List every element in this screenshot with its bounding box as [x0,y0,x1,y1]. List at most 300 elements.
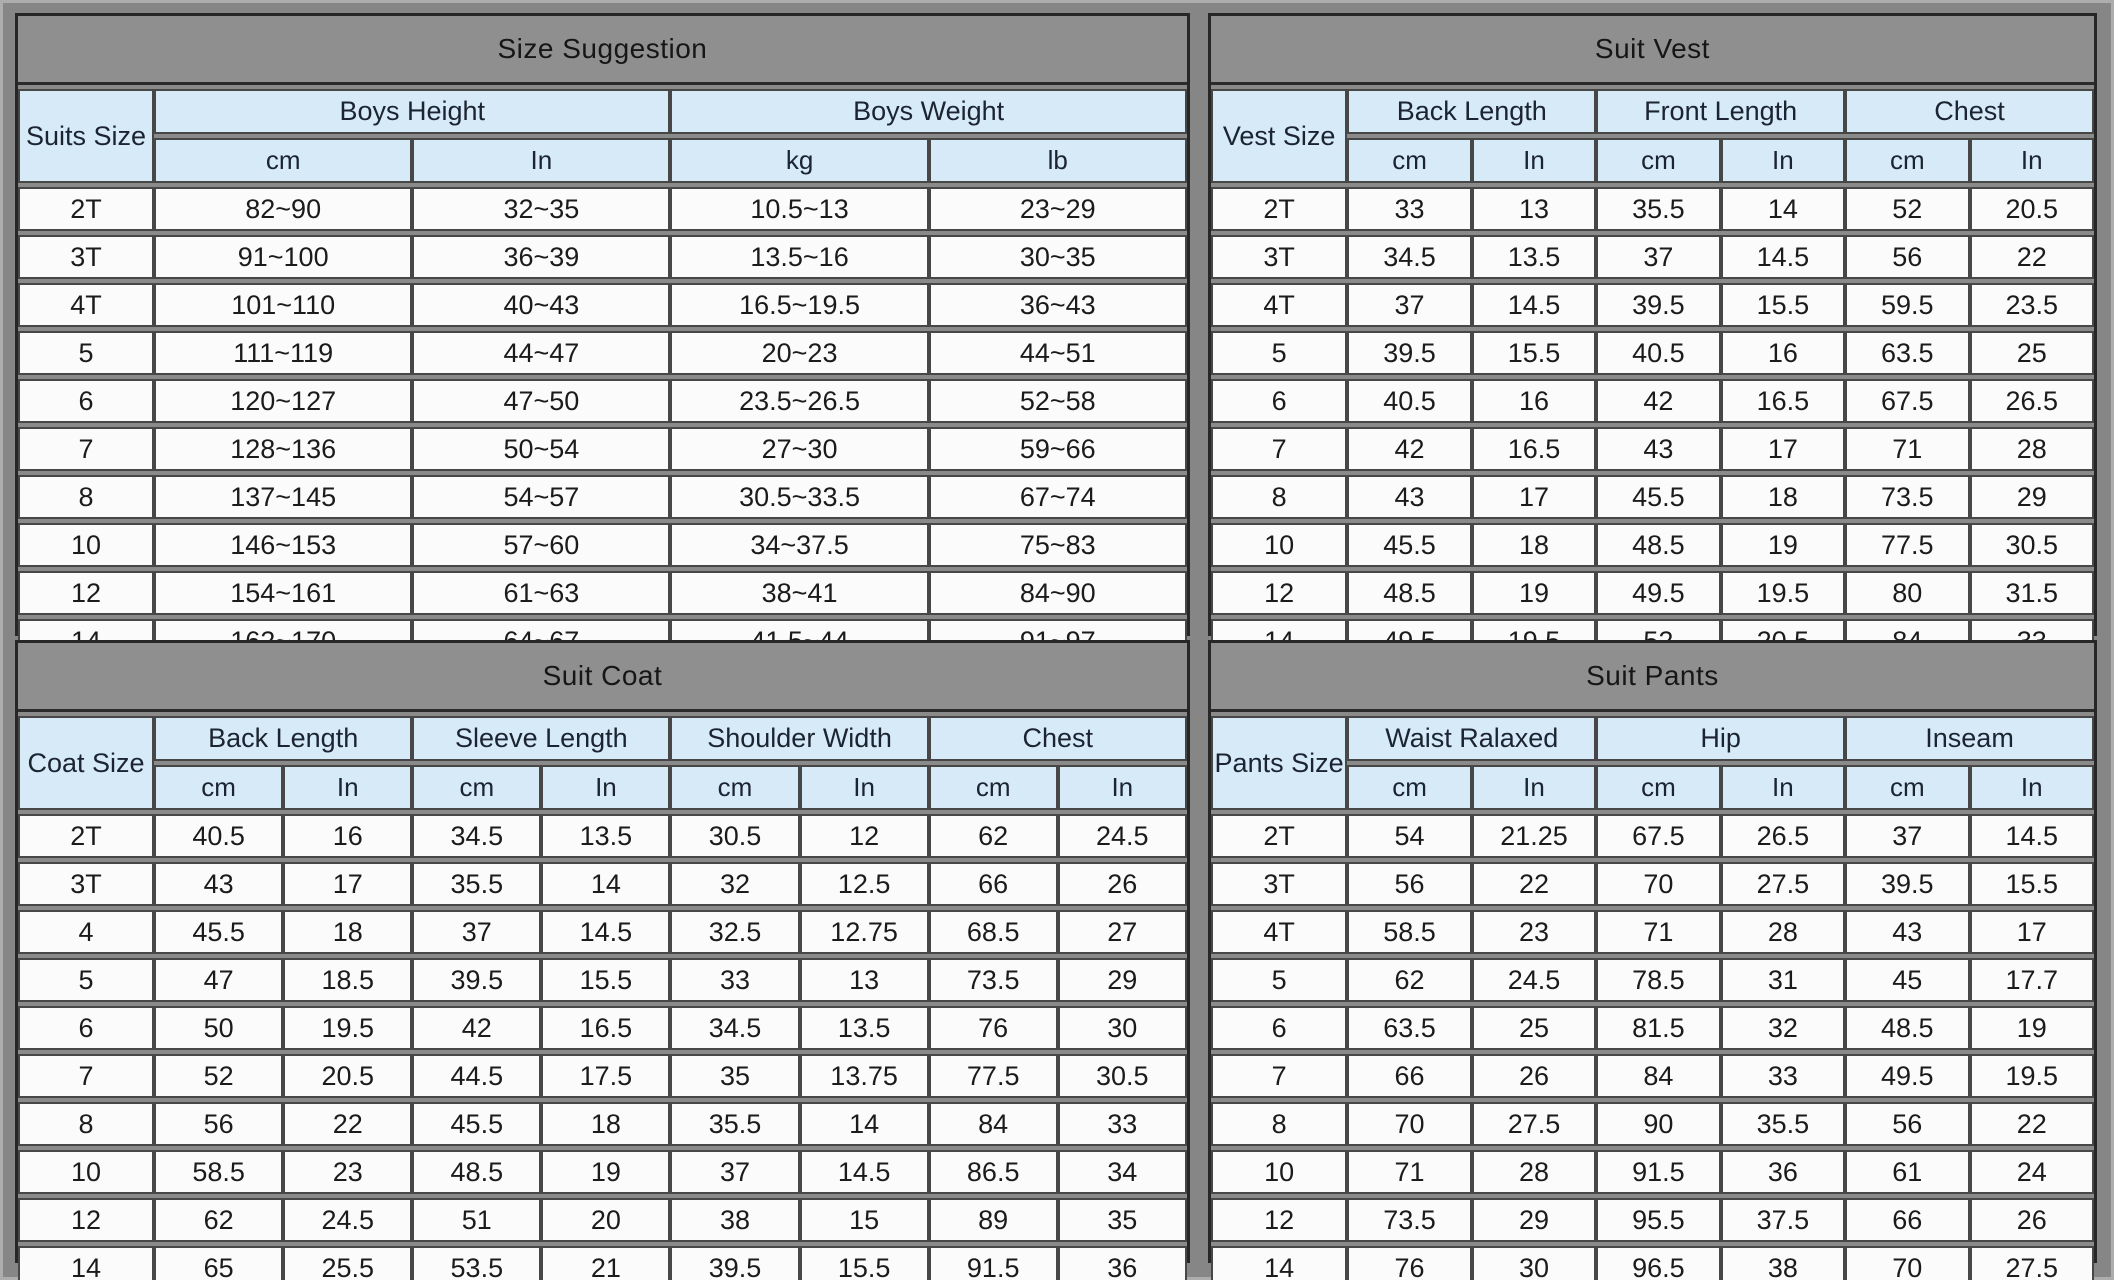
unit-header: cm [1845,765,1969,810]
value-cell: 89 [929,1198,1058,1242]
unit-header: cm [154,765,283,810]
value-cell: 39.5 [1845,862,1969,906]
value-cell: 15.5 [541,958,670,1002]
value-cell: 30.5 [670,814,799,858]
unit-header: In [283,765,412,810]
value-cell: 26 [1058,862,1187,906]
value-cell: 17.5 [541,1054,670,1098]
value-cell: 62 [154,1198,283,1242]
value-cell: 43 [154,862,283,906]
group-header: Boys Weight [670,89,1186,134]
value-cell: 40~43 [412,283,670,327]
group-header: Back Length [1347,89,1596,134]
value-cell: 18 [1721,475,1845,519]
table-row [1211,235,2094,279]
size-cell: 14 [1211,1246,1347,1280]
value-cell: 34.5 [1347,235,1471,279]
table-row [18,331,1187,375]
value-cell: 35.5 [1596,187,1720,231]
value-cell: 56 [1845,235,1969,279]
value-cell: 45.5 [1596,475,1720,519]
size-cell: 6 [18,1006,154,1050]
table-row [18,1054,1187,1098]
value-cell: 24.5 [1058,814,1187,858]
value-cell: 14.5 [800,1150,929,1194]
size-cell: 12 [18,571,154,615]
value-cell: 32~35 [412,187,670,231]
value-cell: 13.5 [1472,235,1596,279]
value-cell: 73.5 [1347,1198,1471,1242]
value-cell: 14.5 [1472,283,1596,327]
value-cell: 10.5~13 [670,187,928,231]
unit-header: cm [412,765,541,810]
table-row [18,475,1187,519]
suit-coat-table [18,712,1187,1280]
size-cell: 6 [1211,379,1347,423]
value-cell: 63.5 [1347,1006,1471,1050]
value-cell: 52~58 [929,379,1187,423]
value-cell: 26 [1472,1054,1596,1098]
value-cell: 42 [412,1006,541,1050]
value-cell: 63.5 [1845,331,1969,375]
value-cell: 84~90 [929,571,1187,615]
value-cell: 20 [541,1198,670,1242]
value-cell: 44~51 [929,331,1187,375]
value-cell: 14.5 [1970,814,2094,858]
table-row [18,379,1187,423]
value-cell: 45 [1845,958,1969,1002]
value-cell: 61 [1845,1150,1969,1194]
value-cell: 42 [1596,379,1720,423]
value-cell: 62 [929,814,1058,858]
value-cell: 16 [283,814,412,858]
value-cell: 19.5 [1970,1054,2094,1098]
table-title-suit-vest: Suit Vest [1211,16,2094,85]
value-cell: 42 [1347,427,1471,471]
size-cell: 4 [18,910,154,954]
value-cell: 36 [1058,1246,1187,1280]
size-cell: 2T [1211,187,1347,231]
value-cell: 58.5 [154,1150,283,1194]
value-cell: 54~57 [412,475,670,519]
suit-vest-table [1211,85,2094,667]
unit-header: In [1721,138,1845,183]
unit-header: cm [670,765,799,810]
value-cell: 35.5 [1721,1102,1845,1146]
value-cell: 43 [1347,475,1471,519]
value-cell: 36~39 [412,235,670,279]
table-row [18,571,1187,615]
value-cell: 27.5 [1970,1246,2094,1280]
value-cell: 146~153 [154,523,412,567]
table-row [1211,427,2094,471]
table-row [1211,862,2094,906]
size-cell: 4T [18,283,154,327]
value-cell: 70 [1596,862,1720,906]
unit-header: cm [1596,138,1720,183]
value-cell: 48.5 [1596,523,1720,567]
value-cell: 16 [1721,331,1845,375]
value-cell: 39.5 [1596,283,1720,327]
value-cell: 50~54 [412,427,670,471]
value-cell: 78.5 [1596,958,1720,1002]
value-cell: 70 [1347,1102,1471,1146]
table-row [1211,1198,2094,1242]
value-cell: 56 [154,1102,283,1146]
value-cell: 43 [1596,427,1720,471]
size-cell: 4T [1211,283,1347,327]
value-cell: 24.5 [1472,958,1596,1002]
value-cell: 84 [1596,1054,1720,1098]
table-row [1211,1246,2094,1280]
value-cell: 36~43 [929,283,1187,327]
value-cell: 36 [1721,1150,1845,1194]
size-cell: 8 [1211,1102,1347,1146]
value-cell: 22 [283,1102,412,1146]
unit-header: In [412,138,670,183]
unit-header: cm [929,765,1058,810]
value-cell: 67.5 [1596,814,1720,858]
value-cell: 26.5 [1721,814,1845,858]
value-cell: 30~35 [929,235,1187,279]
size-cell: 8 [18,475,154,519]
value-cell: 82~90 [154,187,412,231]
table-title-size-suggestion: Size Suggestion [18,16,1187,85]
value-cell: 28 [1721,910,1845,954]
value-cell: 15.5 [1970,862,2094,906]
value-cell: 71 [1845,427,1969,471]
unit-header: In [1970,138,2094,183]
unit-header: In [1721,765,1845,810]
value-cell: 22 [1472,862,1596,906]
value-cell: 65 [154,1246,283,1280]
group-header: Chest [929,716,1187,761]
value-cell: 17.7 [1970,958,2094,1002]
value-cell: 35.5 [670,1102,799,1146]
size-cell: 2T [1211,814,1347,858]
value-cell: 28 [1970,427,2094,471]
table-row [18,283,1187,327]
value-cell: 30 [1058,1006,1187,1050]
value-cell: 18 [541,1102,670,1146]
value-cell: 47~50 [412,379,670,423]
value-cell: 18 [283,910,412,954]
value-cell: 154~161 [154,571,412,615]
unit-header: In [800,765,929,810]
value-cell: 71 [1596,910,1720,954]
table-row [18,862,1187,906]
value-cell: 24.5 [283,1198,412,1242]
value-cell: 19 [1721,523,1845,567]
value-cell: 58.5 [1347,910,1471,954]
value-cell: 25.5 [283,1246,412,1280]
value-cell: 77.5 [1845,523,1969,567]
value-cell: 95.5 [1596,1198,1720,1242]
value-cell: 70 [1845,1246,1969,1280]
value-cell: 32.5 [670,910,799,954]
value-cell: 14 [800,1102,929,1146]
table-row [1211,475,2094,519]
unit-header: In [541,765,670,810]
value-cell: 84 [929,1102,1058,1146]
value-cell: 45.5 [1347,523,1471,567]
value-cell: 24 [1970,1150,2094,1194]
table-row [18,1102,1187,1146]
table-row [18,187,1187,231]
table-row [1211,814,2094,858]
value-cell: 39.5 [412,958,541,1002]
value-cell: 18 [1472,523,1596,567]
value-cell: 39.5 [670,1246,799,1280]
value-cell: 31 [1721,958,1845,1002]
value-cell: 68.5 [929,910,1058,954]
value-cell: 27~30 [670,427,928,471]
group-header: Inseam [1845,716,2094,761]
unit-header: In [1472,765,1596,810]
size-cell: 3T [1211,862,1347,906]
value-cell: 14.5 [541,910,670,954]
value-cell: 33 [1058,1102,1187,1146]
table-row [1211,1054,2094,1098]
value-cell: 34.5 [670,1006,799,1050]
value-cell: 37 [412,910,541,954]
value-cell: 28 [1472,1150,1596,1194]
value-cell: 45.5 [154,910,283,954]
value-cell: 16.5~19.5 [670,283,928,327]
value-cell: 29 [1058,958,1187,1002]
value-cell: 66 [1347,1054,1471,1098]
size-cell: 7 [1211,427,1347,471]
value-cell: 49.5 [1596,571,1720,615]
table-row [1211,187,2094,231]
value-cell: 13.5 [541,814,670,858]
table-row [18,235,1187,279]
size-cell: 3T [18,862,154,906]
value-cell: 14 [541,862,670,906]
value-cell: 14 [1721,187,1845,231]
value-cell: 16.5 [1721,379,1845,423]
table-row [18,1198,1187,1242]
value-cell: 76 [929,1006,1058,1050]
value-cell: 120~127 [154,379,412,423]
table-row [18,1006,1187,1050]
value-cell: 27 [1058,910,1187,954]
value-cell: 19 [541,1150,670,1194]
value-cell: 71 [1347,1150,1471,1194]
value-cell: 22 [1970,1102,2094,1146]
value-cell: 35.5 [412,862,541,906]
value-cell: 13 [1472,187,1596,231]
value-cell: 20.5 [283,1054,412,1098]
value-cell: 27.5 [1472,1102,1596,1146]
value-cell: 27.5 [1721,862,1845,906]
value-cell: 23.5 [1970,283,2094,327]
value-cell: 25 [1970,331,2094,375]
value-cell: 30.5 [1970,523,2094,567]
value-cell: 32 [1721,1006,1845,1050]
value-cell: 45.5 [412,1102,541,1146]
size-column-header: Pants Size [1211,716,1347,810]
value-cell: 34.5 [412,814,541,858]
value-cell: 34 [1058,1150,1187,1194]
value-cell: 30.5 [1058,1054,1187,1098]
value-cell: 33 [670,958,799,1002]
value-cell: 22 [1970,235,2094,279]
unit-header: lb [929,138,1187,183]
value-cell: 17 [1472,475,1596,519]
table-row [1211,1150,2094,1194]
table-row [1211,910,2094,954]
value-cell: 23~29 [929,187,1187,231]
table-row [18,1150,1187,1194]
value-cell: 67~74 [929,475,1187,519]
value-cell: 38 [670,1198,799,1242]
value-cell: 52 [154,1054,283,1098]
value-cell: 40.5 [154,814,283,858]
value-cell: 19.5 [283,1006,412,1050]
value-cell: 73.5 [1845,475,1969,519]
value-cell: 56 [1347,862,1471,906]
value-cell: 67.5 [1845,379,1969,423]
value-cell: 21.25 [1472,814,1596,858]
value-cell: 13.5~16 [670,235,928,279]
value-cell: 25 [1472,1006,1596,1050]
unit-header: In [1058,765,1187,810]
size-cell: 2T [18,187,154,231]
unit-header: cm [1845,138,1969,183]
table-row [18,1246,1187,1280]
table-title-suit-pants: Suit Pants [1211,643,2094,712]
value-cell: 19 [1472,571,1596,615]
value-cell: 47 [154,958,283,1002]
value-cell: 13.5 [800,1006,929,1050]
value-cell: 38 [1721,1246,1845,1280]
unit-header: cm [1347,138,1471,183]
value-cell: 76 [1347,1246,1471,1280]
table-row [1211,283,2094,327]
value-cell: 37 [1347,283,1471,327]
unit-header: cm [1596,765,1720,810]
value-cell: 40.5 [1347,379,1471,423]
value-cell: 128~136 [154,427,412,471]
size-cell: 8 [1211,475,1347,519]
size-cell: 3T [18,235,154,279]
value-cell: 96.5 [1596,1246,1720,1280]
value-cell: 62 [1347,958,1471,1002]
value-cell: 17 [1970,910,2094,954]
table-row [18,958,1187,1002]
value-cell: 37.5 [1721,1198,1845,1242]
table-row [18,814,1187,858]
value-cell: 91.5 [1596,1150,1720,1194]
table-row [1211,379,2094,423]
value-cell: 35 [1058,1198,1187,1242]
group-header: Front Length [1596,89,1845,134]
table-row [1211,1102,2094,1146]
group-header: Boys Height [154,89,670,134]
value-cell: 81.5 [1596,1006,1720,1050]
value-cell: 50 [154,1006,283,1050]
value-cell: 33 [1347,187,1471,231]
value-cell: 77.5 [929,1054,1058,1098]
value-cell: 23 [1472,910,1596,954]
panel-suit-pants [1208,640,2097,1280]
unit-header: kg [670,138,928,183]
value-cell: 86.5 [929,1150,1058,1194]
value-cell: 43 [1845,910,1969,954]
value-cell: 54 [1347,814,1471,858]
size-cell: 7 [18,427,154,471]
size-column-header: Vest Size [1211,89,1347,183]
value-cell: 48.5 [1347,571,1471,615]
value-cell: 59~66 [929,427,1187,471]
size-cell: 8 [18,1102,154,1146]
value-cell: 17 [283,862,412,906]
value-cell: 21 [541,1246,670,1280]
unit-header: cm [154,138,412,183]
value-cell: 33 [1721,1054,1845,1098]
panel-size-suggestion [15,13,1190,636]
value-cell: 32 [670,862,799,906]
value-cell: 23 [283,1150,412,1194]
value-cell: 44~47 [412,331,670,375]
value-cell: 57~60 [412,523,670,567]
value-cell: 35 [670,1054,799,1098]
value-cell: 40.5 [1596,331,1720,375]
value-cell: 48.5 [1845,1006,1969,1050]
value-cell: 61~63 [412,571,670,615]
size-column-header: Suits Size [18,89,154,183]
value-cell: 75~83 [929,523,1187,567]
value-cell: 20~23 [670,331,928,375]
size-cell: 5 [1211,331,1347,375]
value-cell: 20.5 [1970,187,2094,231]
size-cell: 12 [1211,571,1347,615]
value-cell: 37 [670,1150,799,1194]
value-cell: 30.5~33.5 [670,475,928,519]
value-cell: 12 [800,814,929,858]
value-cell: 15.5 [1721,283,1845,327]
group-header: Waist Ralaxed [1347,716,1596,761]
value-cell: 44.5 [412,1054,541,1098]
value-cell: 18.5 [283,958,412,1002]
value-cell: 38~41 [670,571,928,615]
table-row [1211,1006,2094,1050]
value-cell: 19 [1970,1006,2094,1050]
value-cell: 26.5 [1970,379,2094,423]
size-cell: 14 [18,1246,154,1280]
group-header: Chest [1845,89,2094,134]
panel-suit-vest [1208,13,2097,636]
table-row [18,427,1187,471]
size-cell: 3T [1211,235,1347,279]
size-cell: 10 [1211,1150,1347,1194]
value-cell: 16.5 [541,1006,670,1050]
value-cell: 101~110 [154,283,412,327]
value-cell: 19.5 [1721,571,1845,615]
value-cell: 15.5 [800,1246,929,1280]
value-cell: 15.5 [1472,331,1596,375]
size-cell: 12 [1211,1198,1347,1242]
value-cell: 13 [800,958,929,1002]
table-title-suit-coat: Suit Coat [18,643,1187,712]
value-cell: 48.5 [412,1150,541,1194]
size-suggestion-table [18,85,1187,667]
value-cell: 66 [929,862,1058,906]
value-cell: 17 [1721,427,1845,471]
value-cell: 53.5 [412,1246,541,1280]
value-cell: 137~145 [154,475,412,519]
